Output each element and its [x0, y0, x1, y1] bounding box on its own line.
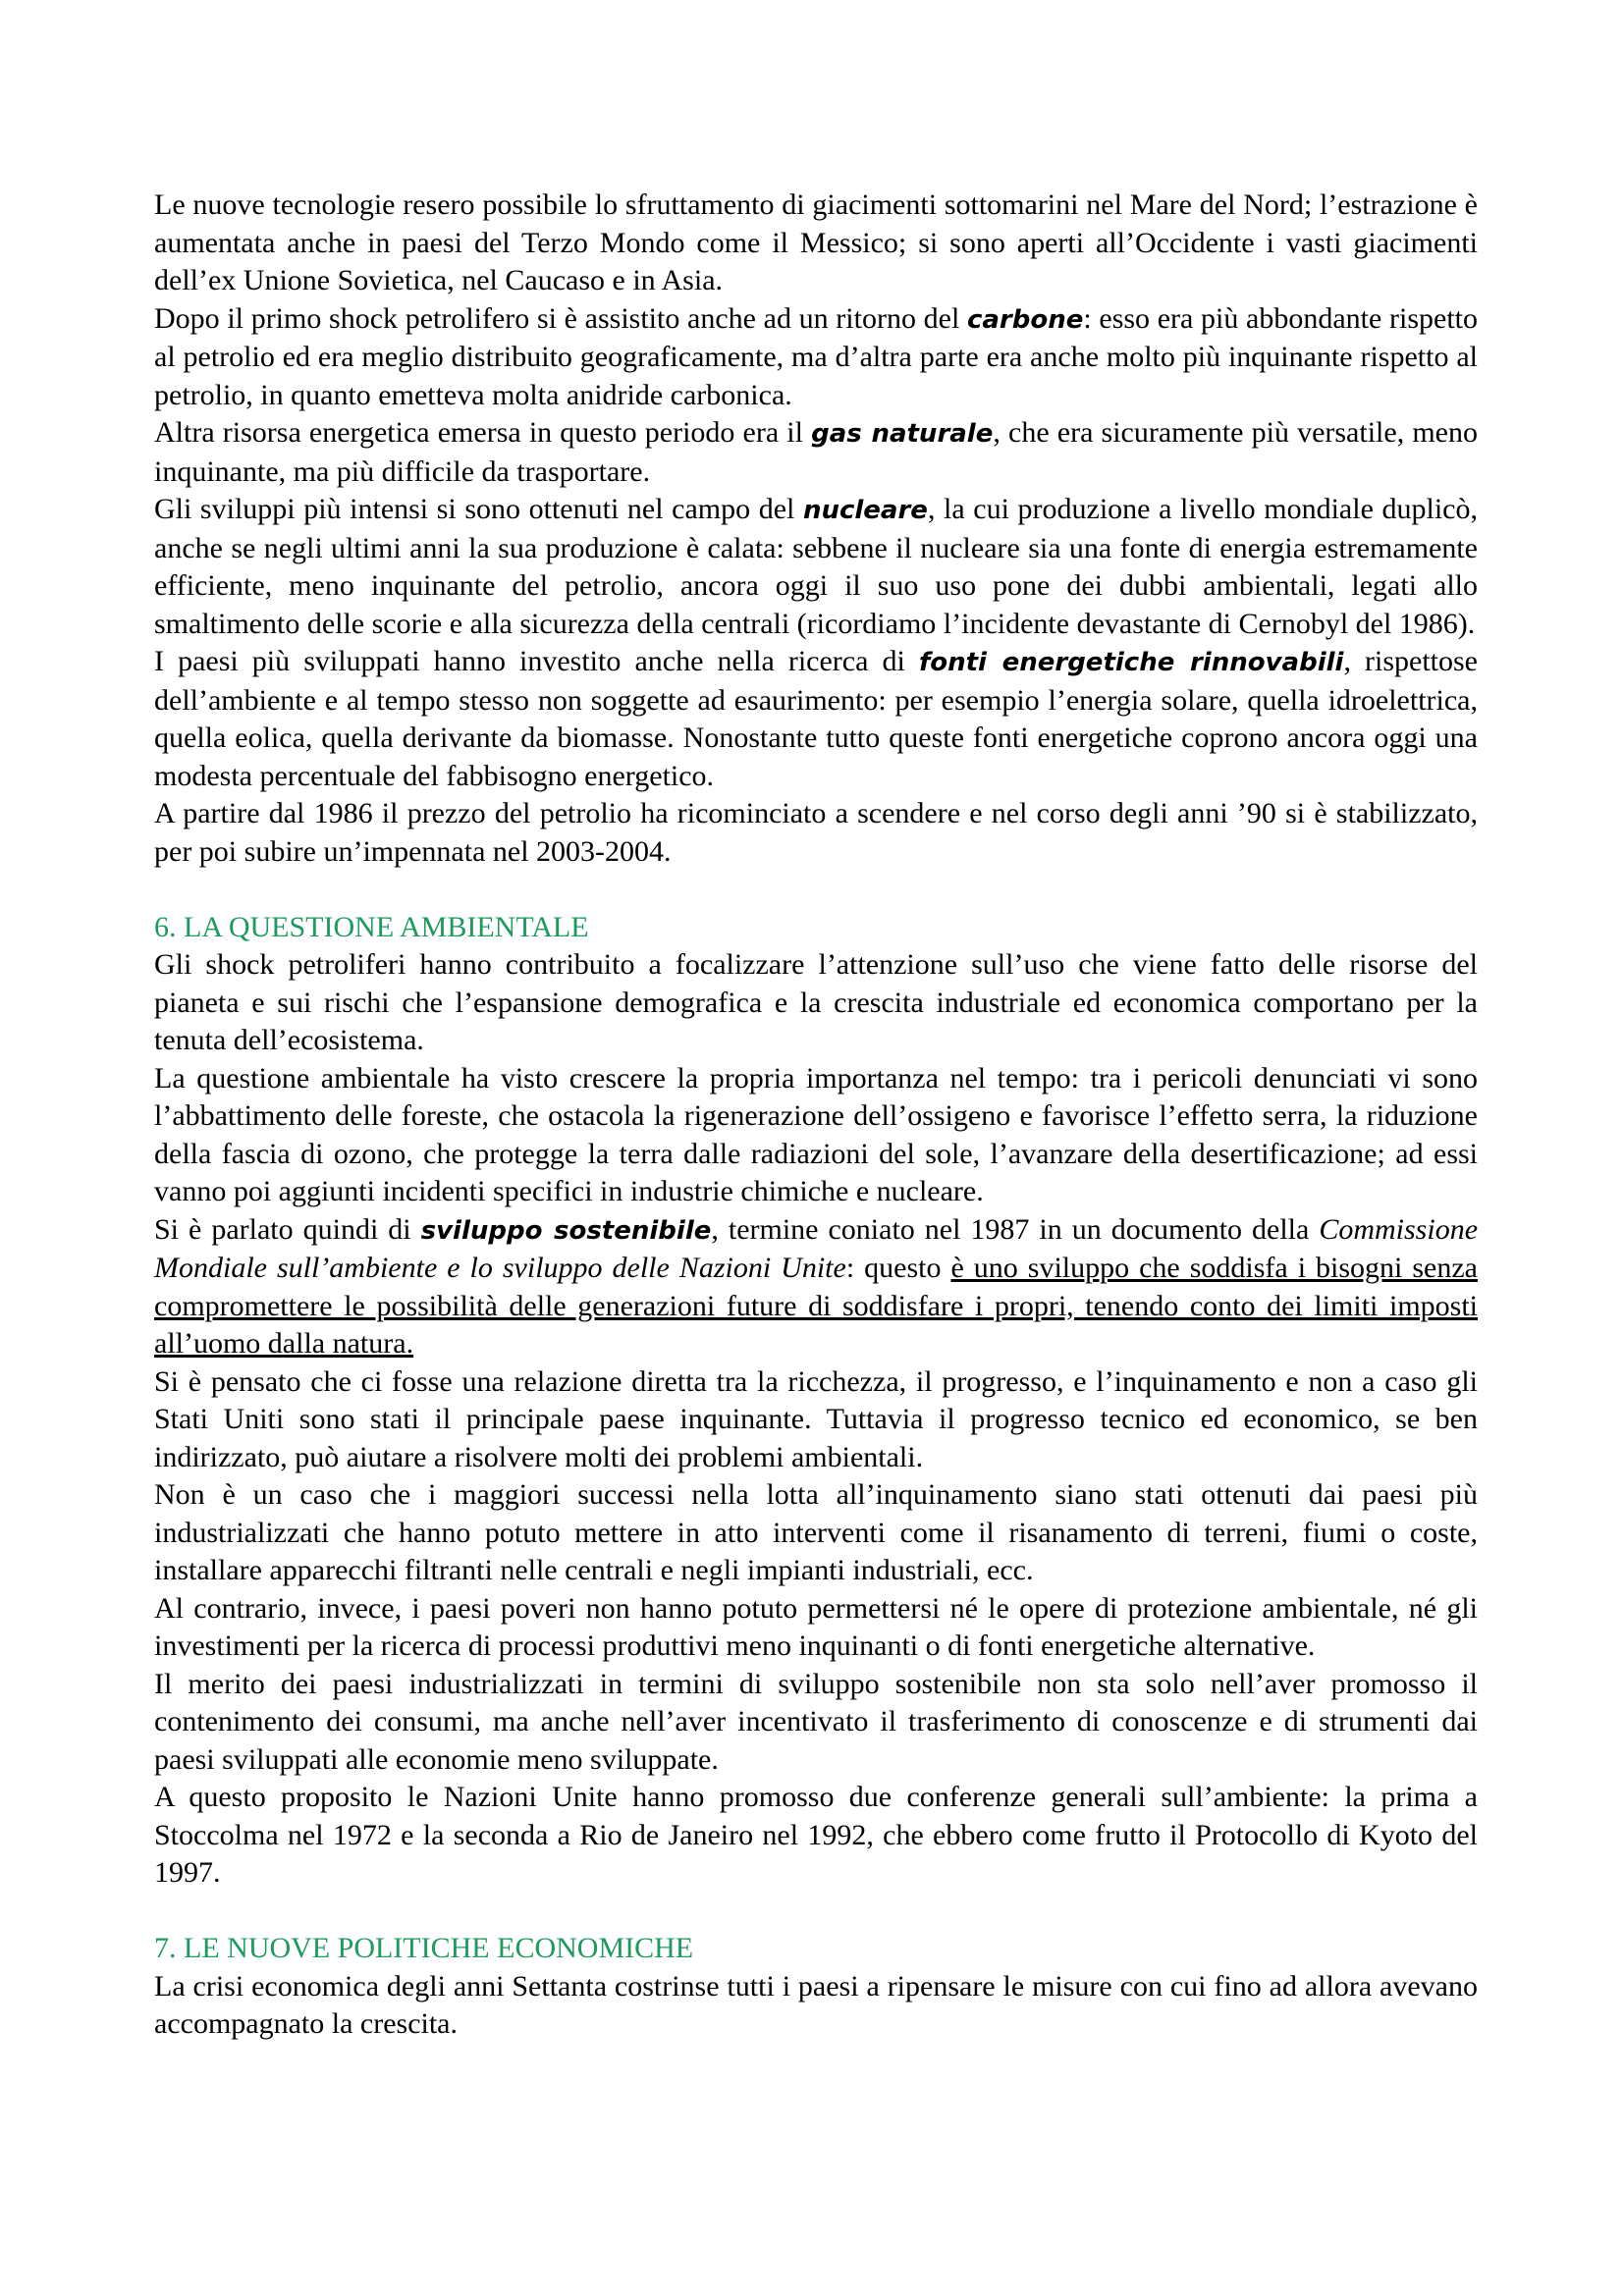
italic-title: Commissione Mondiale sull’ambiente e lo sviluppo delle Nazioni Unite	[154, 1212, 1479, 1284]
text-span: Dopo il primo shock petrolifero si è assistito anche ad un ritorno del	[154, 301, 967, 335]
paragraph: A questo proposito le Nazioni Unite hanno promosso due conferenze generali sull’ambiente: la prima a Stoccolma nel 1972 e la seconda a Rio de Janeiro nel 1992, che ebbero come frutto il Protocollo di Kyoto del 1997.	[154, 1781, 1478, 1889]
keyword: nucleare	[802, 496, 928, 525]
paragraph	[154, 491, 1478, 643]
text-span: Altra risorsa energetica emersa in questo periodo era il	[154, 416, 812, 449]
text-span: , la cui produzione a livello mondiale duplicò, anche se negli ultimi anni la sua produzione è calata: sebbene il nucleare sia una fonte di energia estremamente efficiente, meno inquinante del petrolio, ancora oggi il suo uso pone dei dubbi ambientali, legati allo smaltimento delle scorie e alla sicurezza della centrali (ricordiamo l’incidente devastante di Cernobyl del 1986).	[154, 493, 1478, 640]
paragraph	[154, 643, 1478, 795]
text-span: , che era sicuramente più versatile, meno inquinante, ma più difficile da trasportare.	[154, 416, 1478, 488]
paragraph: Gli shock petroliferi hanno contribuito a focalizzare l’attenzione sull’uso che viene fatto delle risorse del pianeta e sui rischi che l’espansione demografica e la crescita industriale ed economica comportano per la tenuta dell’ecosistema.	[154, 948, 1478, 1056]
paragraph: La crisi economica degli anni Settanta costrinse tutti i paesi a ripensare le misure con cui fino ad allora avevano accompagnato la crescita.	[154, 1969, 1478, 2040]
paragraph: A partire dal 1986 il prezzo del petrolio ha ricominciato a scendere e nel corso degli anni ’90 si è stabilizzato, per poi subire un’impennata nel 2003-2004.	[154, 797, 1478, 868]
paragraph	[154, 1211, 1478, 1363]
paragraph: Il merito dei paesi industrializzati in termini di sviluppo sostenibile non sta solo nell’aver promosso il contenimento dei consumi, ma anche nell’aver incentivato il trasferimento di conoscenze e di strumenti dai paesi sviluppati alle economie meno sviluppate.	[154, 1667, 1478, 1776]
text-span: : questo	[845, 1252, 951, 1284]
text-span: : esso era più abbondante rispetto al petrolio ed era meglio distribuito geograficamente, ma d’altra parte era anche molto più inquinante rispetto al petrolio, in quanto emetteva molta anidride carbonica.	[154, 301, 1478, 411]
spacer	[154, 871, 1478, 909]
paragraph	[154, 414, 1478, 491]
keyword: gas naturale	[811, 419, 994, 449]
text-span: , termine coniato nel 1987 in un documento della	[711, 1212, 1320, 1246]
paragraph	[154, 300, 1478, 415]
section-heading: 6. LA QUESTIONE AMBIENTALE	[154, 910, 589, 943]
paragraph: Al contrario, invece, i paesi poveri non hanno potuto permettersi né le opere di protezione ambientale, né gli investimenti per la ricerca di processi produttivi meno inquinanti o di fonti energetiche alternative.	[154, 1591, 1478, 1662]
keyword: sviluppo sostenibile	[420, 1215, 712, 1246]
paragraph: Non è un caso che i maggiori successi nella lotta all’inquinamento siano stati ottenuti dai paesi più industrializzati che hanno potuto mettere in atto interventi come il risanamento di terreni, fiumi o coste, installare apparecchi filtranti nelle centrali e negli impianti industriali, ecc.	[154, 1478, 1478, 1586]
paragraph: Le nuove tecnologie resero possibile lo sfruttamento di giacimenti sottomarini nel Mare del Nord; l’estrazione è aumentata anche in paesi del Terzo Mondo come il Messico; si sono aperti all’Occidente i vasti giacimenti dell’ex Unione Sovietica, nel Caucaso e in Asia.	[154, 188, 1478, 296]
document-page	[154, 187, 1478, 2044]
paragraph: La questione ambientale ha visto crescere la propria importanza nel tempo: tra i pericoli denunciati vi sono l’abbattimento delle foreste, che ostacola la rigenerazione dell’ossigeno e favorisce l’effetto serra, la riduzione della fascia di ozono, che protegge la terra dalle radiazioni del sole, l’avanzare della desertificazione; ad essi vanno poi aggiunti incidenti specifici in industrie chimiche e nucleare.	[154, 1061, 1478, 1207]
keyword: carbone	[966, 304, 1084, 335]
text-span: Si è parlato quindi di	[154, 1212, 421, 1246]
underlined-definition: è uno sviluppo che soddisfa i bisogni senza compromettere le possibilità delle generazioni future di soddisfare i propri, tenendo conto dei limiti imposti all’uomo dalla natura.	[154, 1252, 1478, 1360]
text-span: Gli sviluppi più intensi si sono ottenuti nel campo del	[154, 493, 803, 525]
paragraph: Si è pensato che ci fosse una relazione diretta tra la ricchezza, il progresso, e l’inquinamento e non a caso gli Stati Uniti sono stati il principale paese inquinante. Tuttavia il progresso tecnico ed economico, se ben indirizzato, può aiutare a risolvere molti dei problemi ambientali.	[154, 1364, 1478, 1473]
section-heading: 7. LE NUOVE POLITICHE ECONOMICHE	[154, 1932, 694, 1964]
text-span: I paesi più sviluppati hanno investito anche nella ricerca di	[154, 645, 919, 677]
spacer	[154, 1893, 1478, 1931]
text-span: , rispettose dell’ambiente e al tempo stesso non soggette ad esaurimento: per esempio l’energia solare, quella idroelettrica, quella eolica, quella derivante da biomasse. Nonostante tutto queste fonti energetiche coprono ancora oggi una modesta percentuale del fabbisogno energetico.	[154, 645, 1478, 792]
keyword: fonti energetiche rinnovabili	[918, 648, 1344, 677]
